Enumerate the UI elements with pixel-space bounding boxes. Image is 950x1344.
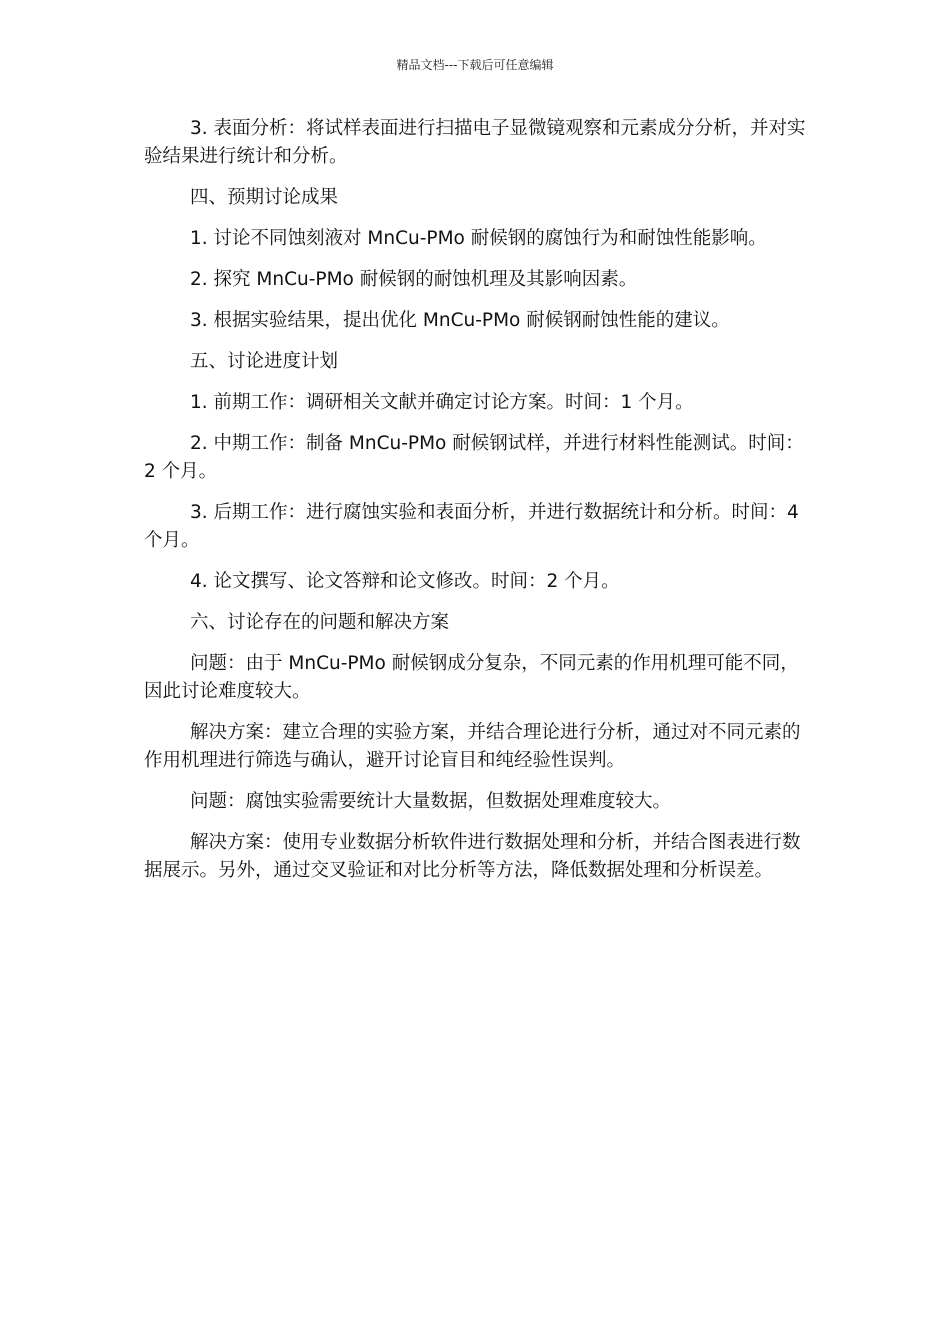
paragraph-schedule-4: 4. 论文撰写、论文答辩和论文修改。时间：2 个月。 [190,571,620,592]
page-header: 精品文档---下载后可任意编辑 [396,58,554,72]
section-heading-expected-results: 四、预期讨论成果 [190,187,339,208]
paragraph-problem-1: 问题：由于 MnCu-PMo 耐候钢成分复杂，不同元素的作用机理可能不同，因此讨论难度较大。 [144,653,799,702]
paragraph-solution-1: 解决方案：建立合理的实验方案，并结合理论进行分析，通过对不同元素的作用机理进行筛选与确认，避开讨论盲目和纯经验性误判。 [144,722,801,771]
paragraph-schedule-1: 1. 前期工作：调研相关文献并确定讨论方案。时间：1 个月。 [190,392,694,413]
paragraph-result-2: 2. 探究 MnCu-PMo 耐候钢的耐蚀机理及其影响因素。 [190,269,638,290]
paragraph-result-3: 3. 根据实验结果，提出优化 MnCu-PMo 耐候钢耐蚀性能的建议。 [190,310,730,331]
paragraph-surface-analysis: 3. 表面分析：将试样表面进行扫描电子显微镜观察和元素成分分析，并对实验结果进行统计和分析。 [144,118,806,167]
paragraph-solution-2: 解决方案：使用专业数据分析软件进行数据处理和分析，并结合图表进行数据展示。另外，通过交叉验证和对比分析等方法，降低数据处理和分析误差。 [144,832,801,881]
section-heading-schedule: 五、讨论进度计划 [190,351,339,372]
paragraph-schedule-3: 3. 后期工作：进行腐蚀实验和表面分析，并进行数据统计和分析。时间：4 个月。 [144,502,799,551]
document-body [144,115,807,898]
paragraph-problem-2: 问题：腐蚀实验需要统计大量数据，但数据处理难度较大。 [190,791,672,812]
paragraph-result-1: 1. 讨论不同蚀刻液对 MnCu-PMo 耐候钢的腐蚀行为和耐蚀性能影响。 [190,228,767,249]
paragraph-schedule-2: 2. 中期工作：制备 MnCu-PMo 耐候钢试样，并进行材料性能测试。时间：2 个月。 [144,433,804,482]
section-heading-problems: 六、讨论存在的问题和解决方案 [190,612,450,633]
